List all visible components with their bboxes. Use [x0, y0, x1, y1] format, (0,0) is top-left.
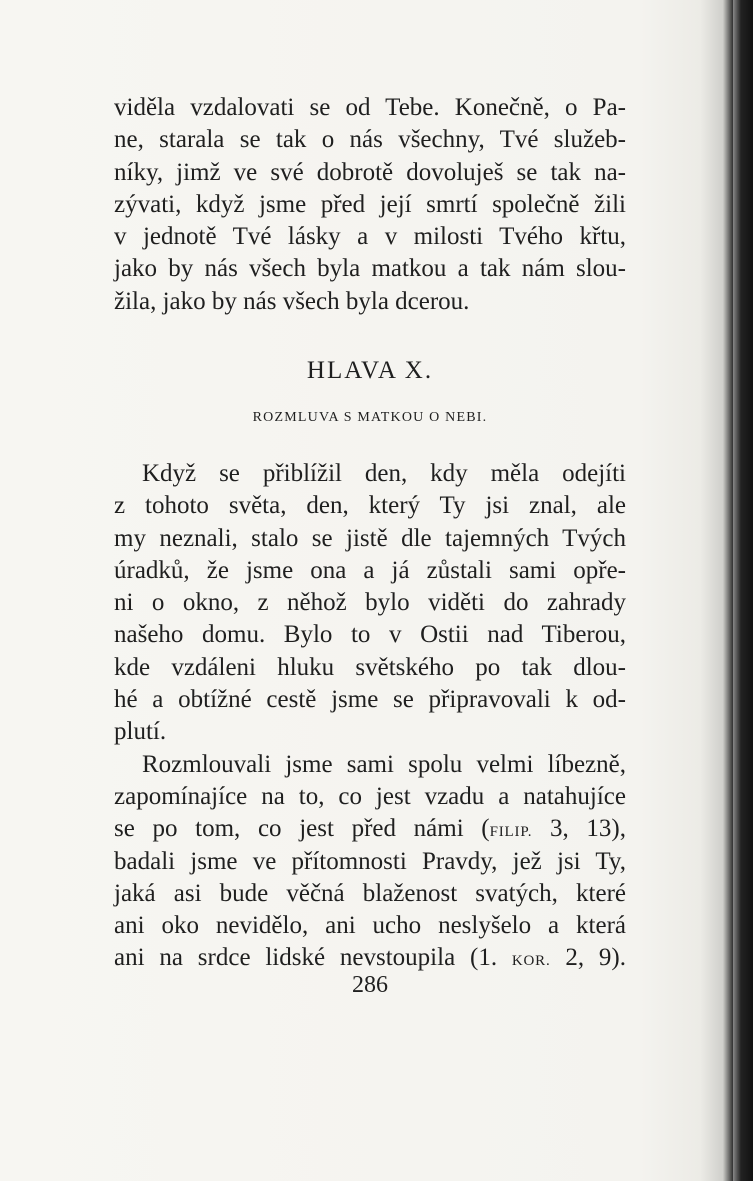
text-line: plutí. [114, 718, 167, 746]
text-line: kde vzdáleni hluku světského po tak dlou- [114, 653, 626, 681]
text-line: žila, jako by nás všech byla dcerou. [114, 287, 470, 315]
text-segment: se po tom, co jest před námi ( [114, 815, 490, 843]
page-number: 286 [352, 972, 388, 998]
scripture-reference: KOR. [511, 953, 551, 970]
text-line: badali jsme ve přítomnosti Pravdy, jež jsi Ty, [114, 847, 626, 875]
text-line: zapomínajíce na to, co jest vzadu a natahujíce [114, 782, 626, 810]
book-spine-shadow [733, 0, 753, 1181]
text-line: v jednotě Tvé lásky a v milosti Tvého křtu, [114, 223, 626, 251]
text-segment: 2, 9). [550, 944, 627, 972]
text-line: ani oko nevidělo, ani ucho neslyšelo a která [114, 912, 626, 940]
text-line: Rozmlouvali jsme sami spolu velmi líbezně, [142, 750, 626, 778]
text-line: Když se přiblížil den, kdy měla odejíti [142, 460, 626, 487]
text-segment: 3, 13), [532, 815, 627, 843]
text-line: našeho domu. Bylo to v Ostii nad Tiberou, [114, 621, 626, 649]
scripture-reference: FILIP. [489, 824, 533, 841]
chapter-subtitle: ROZMLUVA S MATKOU O NEBI. [252, 410, 488, 425]
text-line: hé a obtížné cestě jsme se připravovali k od- [114, 686, 626, 714]
text-line: níky, jimž ve své dobrotě dovoluješ se tak na- [114, 158, 626, 186]
text-line: my neznali, stalo se jistě dle tajemných Tvých [114, 524, 626, 552]
text-line: zývati, když jsme před její smrtí společně žili [114, 190, 626, 218]
chapter-body [114, 458, 626, 975]
text-line-with-reference [114, 942, 626, 974]
paragraph-continued [114, 92, 626, 318]
text-segment: ani na srdce lidské nevstoupila (1. [114, 944, 512, 972]
text-line: úradků, že jsme ona a já zůstali sami opře- [114, 556, 626, 584]
text-line: ni o okno, z něhož bylo viděti do zahrady [114, 589, 626, 617]
text-line-with-reference [114, 813, 626, 845]
text-line: z tohoto světa, den, který Ty jsi znal, ale [114, 492, 626, 520]
chapter-title: HLAVA X. [306, 357, 434, 384]
text-line: jako by nás všech byla matkou a tak nám slou- [114, 255, 626, 283]
text-line: jaká asi bude věčná blaženost svatých, které [114, 879, 626, 907]
text-line: viděla vzdalovati se od Tebe. Konečně, o Pa- [114, 94, 626, 121]
text-line: ne, starala se tak o nás všechny, Tvé služeb- [114, 126, 626, 154]
